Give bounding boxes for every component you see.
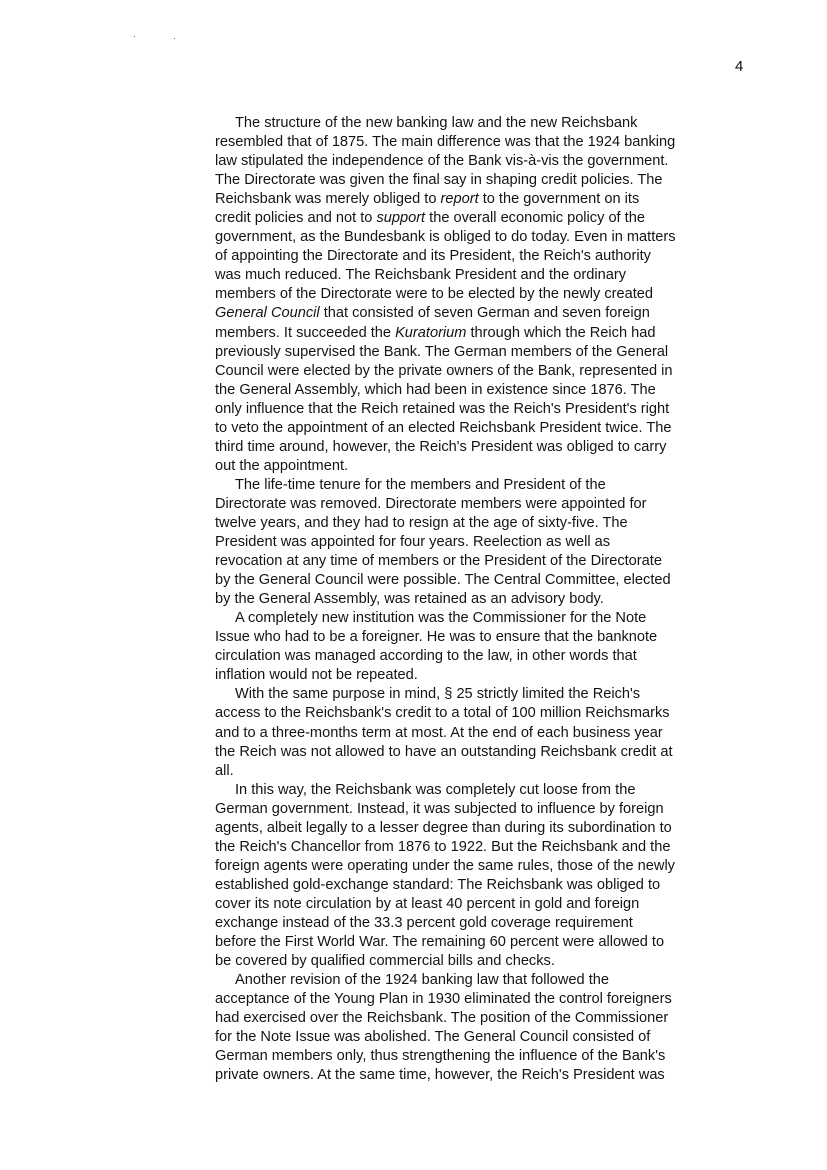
text-line: access to the Reichsbank's credit to a total of 100 million Reichsmarks	[215, 705, 670, 722]
text-line: General Council that consisted of seven German and seven foreign	[215, 305, 650, 322]
text-line: by the General Assembly, was retained as an advisory body.	[215, 591, 604, 608]
emphasis: support	[376, 210, 426, 227]
text-line: for the Note Issue was abolished. The General Council consisted of	[215, 1029, 651, 1046]
text-line: Reichsbank was merely obliged to report to the government on its	[215, 191, 640, 208]
text-line: circulation was managed according to the law, in other words that	[215, 648, 637, 665]
page-number: 4	[735, 58, 744, 75]
text-line: was much reduced. The Reichsbank President and the ordinary	[215, 267, 627, 284]
text-line: only influence that the Reich retained was the Reich's President's right	[215, 400, 670, 417]
emphasis: General Council	[215, 305, 320, 322]
text-line: private owners. At the same time, however, the Reich's President was	[215, 1067, 665, 1084]
text-line: President was appointed for four years. Reelection as well as	[215, 534, 611, 551]
text-line: resembled that of 1875. The main difference was that the 1924 banking	[215, 134, 676, 151]
scan-speck	[134, 36, 135, 37]
text-line: Another revision of the 1924 banking law that followed the	[235, 972, 610, 989]
body-text	[215, 114, 755, 1085]
text-line: third time around, however, the Reich's President was obliged to carry	[215, 438, 667, 455]
text-line: government, as the Bundesbank is obliged to do today. Even in matters	[215, 229, 676, 246]
text-line: The life-time tenure for the members and President of the	[235, 476, 606, 493]
text-line: members. It succeeded the Kuratorium through which the Reich had	[215, 324, 656, 341]
text-line: twelve years, and they had to resign at the age of sixty-five. The	[215, 514, 628, 531]
text-line: the General Assembly, which had been in existence since 1876. The	[215, 381, 656, 398]
text-line: With the same purpose in mind, § 25 strictly limited the Reich's	[235, 686, 641, 703]
text-line: inflation would not be repeated.	[215, 667, 418, 684]
text-line: A completely new institution was the Commissioner for the Note	[235, 610, 647, 627]
text-line: German members only, thus strengthening the influence of the Bank's	[215, 1048, 666, 1065]
text-line: all.	[215, 762, 234, 779]
text-line: exchange instead of the 33.3 percent gold coverage requirement	[215, 914, 633, 931]
text-line: members of the Directorate were to be elected by the newly created	[215, 286, 654, 303]
text-line: law stipulated the independence of the Bank vis-à-vis the government.	[215, 153, 669, 170]
scan-speck	[174, 38, 175, 39]
text-line: German government. Instead, it was subjected to influence by foreign	[215, 800, 664, 817]
text-line: credit policies and not to support the overall economic policy of the	[215, 210, 645, 227]
text-line: In this way, the Reichsbank was completely cut loose from the	[235, 781, 636, 798]
text-line: of appointing the Directorate and its President, the Reich's authority	[215, 248, 651, 265]
text-line: agents, albeit legally to a lesser degree than during its subordination to	[215, 819, 672, 836]
text-line: had exercised over the Reichsbank. The position of the Commissioner	[215, 1010, 669, 1027]
text-line: cover its note circulation by at least 40 percent in gold and foreign	[215, 895, 640, 912]
text-line: acceptance of the Young Plan in 1930 eliminated the control foreigners	[215, 991, 672, 1008]
text-line: the Reich's Chancellor from 1876 to 1922. But the Reichsbank and the	[215, 838, 671, 855]
text-line: be covered by qualified commercial bills and checks.	[215, 953, 555, 970]
text-line: Council were elected by the private owners of the Bank, represented in	[215, 362, 673, 379]
text-line: previously supervised the Bank. The German members of the General	[215, 343, 669, 360]
text-line: foreign agents were operating under the same rules, those of the newly	[215, 857, 675, 874]
text-line: Issue who had to be a foreigner. He was to ensure that the banknote	[215, 629, 658, 646]
text-line: out the appointment.	[215, 457, 349, 474]
text-line: by the General Council were possible. The Central Committee, elected	[215, 572, 671, 589]
emphasis: Kuratorium	[395, 324, 467, 341]
text-line: The Directorate was given the final say in shaping credit policies. The	[215, 172, 663, 189]
text-line: and to a three-months term at most. At the end of each business year	[215, 724, 663, 741]
text-line: established gold-exchange standard: The Reichsbank was obliged to	[215, 876, 661, 893]
text-line: The structure of the new banking law and the new Reichsbank	[235, 115, 638, 131]
text-line: the Reich was not allowed to have an outstanding Reichsbank credit at	[215, 743, 673, 760]
text-line: to veto the appointment of an elected Reichsbank President twice. The	[215, 419, 672, 436]
text-line: revocation at any time of members or the President of the Directorate	[215, 553, 662, 570]
emphasis: report	[440, 191, 479, 208]
text-line: before the First World War. The remaining 60 percent were allowed to	[215, 934, 665, 951]
text-line: Directorate was removed. Directorate members were appointed for	[215, 495, 647, 512]
